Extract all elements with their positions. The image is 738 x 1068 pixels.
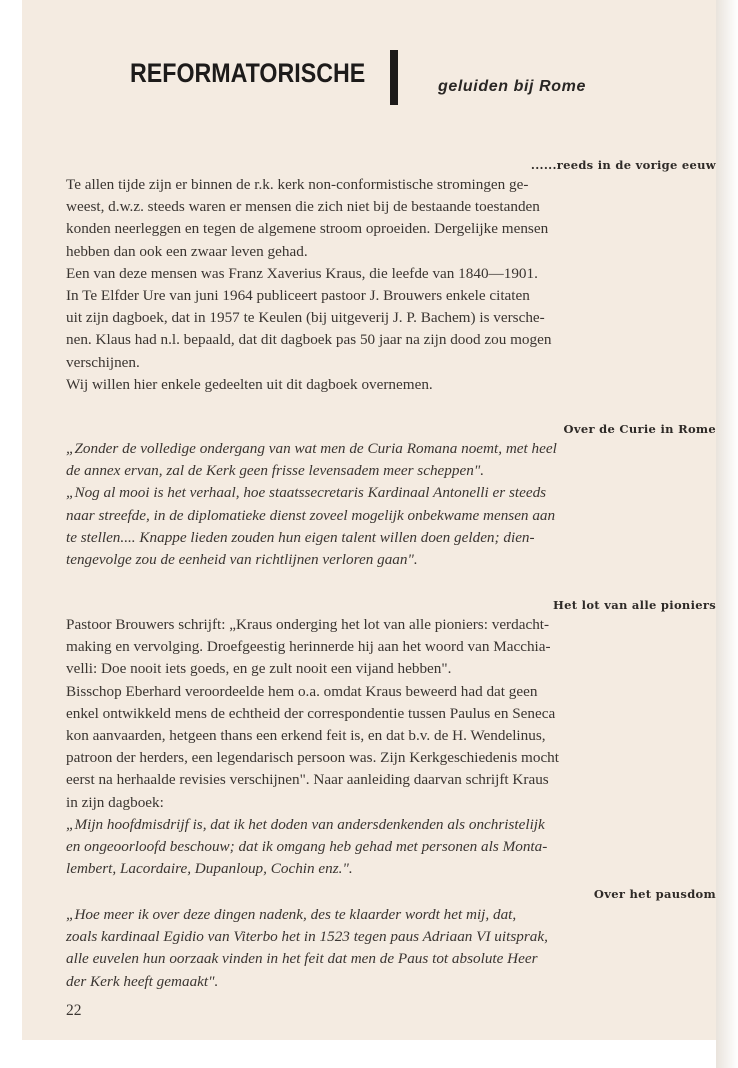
page-edge-shadow bbox=[716, 0, 738, 1068]
page-number: 22 bbox=[66, 1002, 82, 1019]
text-line: uit zijn dagboek, dat in 1957 te Keulen (bij uitgeverij J. P. Bachem) is versche- bbox=[66, 309, 545, 327]
text-line: konden neerleggen en tegen de algemene stroom oproeiden. Dergelijke mensen bbox=[66, 220, 549, 238]
text-line: tengevolge zou de eenheid van richtlijnen verloren gaan". bbox=[66, 551, 418, 569]
text-line: en ongeoorloofd beschouw; dat ik omgang heb gehad met personen als Monta- bbox=[66, 838, 548, 856]
text-line: „Mijn hoofdmisdrijf is, dat ik het doden van andersdenkenden als onchristelijk bbox=[66, 816, 545, 833]
text-line: alle euvelen hun oorzaak vinden in het feit dat men de Paus tot absolute Heer bbox=[66, 950, 538, 968]
text-line: Te allen tijde zijn er binnen de r.k. kerk non-conformistische stromingen ge- bbox=[66, 176, 529, 193]
text-line: te stellen.... Knappe lieden zouden hun eigen talent willen doen gelden; dien- bbox=[66, 528, 535, 546]
text-line: de annex ervan, zal de Kerk geen frisse levensadem meer scheppen". bbox=[66, 462, 484, 480]
text-line: „Hoe meer ik over deze dingen nadenk, des te klaarder wordt het mij, dat, bbox=[66, 906, 517, 923]
section-heading-intro: ......reeds in de vorige eeuw bbox=[530, 158, 716, 172]
section-heading-pausdom: Over het pausdom bbox=[593, 887, 716, 901]
curie-quote bbox=[66, 438, 696, 571]
text-line: naar streefde, in de diplomatieke dienst zoveel mogelijk onbekwame mensen aan bbox=[66, 506, 556, 524]
text-line: der Kerk heeft gemaakt". bbox=[66, 972, 219, 990]
text-line: patroon der herders, een legendarisch persoon was. Zijn Kerkgeschiedenis mocht bbox=[66, 749, 560, 767]
text-line: weest, d.w.z. steeds waren er mensen die zich niet bij de bestaande toestanden bbox=[66, 198, 540, 216]
pausdom-quote bbox=[66, 904, 696, 993]
text-line: making en vervolging. Droefgeestig herinnerde hij aan het woord van Macchia- bbox=[66, 638, 551, 656]
text-line: Een van deze mensen was Franz Xaverius Kraus, die leefde van 1840—1901. bbox=[66, 264, 538, 282]
text-line: nen. Klaus had n.l. bepaald, dat dit dagboek pas 50 jaar na zijn dood zou mogen bbox=[66, 331, 552, 349]
text-line: hebben dan ook een zwaar leven gehad. bbox=[66, 242, 308, 260]
page-subtitle: geluiden bij Rome bbox=[438, 78, 586, 95]
pioniers-paragraph bbox=[66, 614, 696, 814]
text-line: eerst na herhaalde revisies verschijnen". Naar aanleiding daarvan schrijft Kraus bbox=[66, 771, 549, 789]
text-line: Bisschop Eberhard veroordeelde hem o.a. omdat Kraus beweerd had dat geen bbox=[66, 682, 538, 700]
text-line: verschijnen. bbox=[66, 353, 140, 371]
text-line: „Nog al mooi is het verhaal, hoe staatssecretaris Kardinaal Antonelli er steeds bbox=[66, 484, 547, 502]
text-line: „Zonder de volledige ondergang van wat men de Curia Romana noemt, met heel bbox=[66, 440, 557, 457]
pioniers-quote bbox=[66, 814, 696, 881]
section-heading-curie: Over de Curie in Rome bbox=[563, 422, 716, 436]
page-title: REFORMATORISCHE bbox=[130, 58, 366, 88]
title-divider-bar bbox=[390, 50, 398, 105]
text-line: zoals kardinaal Egidio van Viterbo het in 1523 tegen paus Adriaan VI uitsprak, bbox=[66, 928, 548, 946]
text-line: Pastoor Brouwers schrijft: „Kraus onderging het lot van alle pioniers: verdacht- bbox=[66, 616, 550, 633]
text-line: velli: Doe nooit iets goeds, en ge zult nooit een vijand hebben". bbox=[66, 660, 452, 678]
text-line: In Te Elfder Ure van juni 1964 publiceert pastoor J. Brouwers enkele citaten bbox=[66, 287, 530, 305]
text-line: lembert, Lacordaire, Dupanloup, Cochin enz.". bbox=[66, 860, 353, 878]
intro-paragraph bbox=[66, 174, 696, 396]
text-line: Wij willen hier enkele gedeelten uit dit dagboek overnemen. bbox=[66, 375, 433, 393]
text-line: kon aanvaarden, hetgeen thans een erkend feit is, en dat b.v. de H. Wendelinus, bbox=[66, 727, 546, 745]
section-heading-pioniers: Het lot van alle pioniers bbox=[552, 598, 716, 612]
text-line: in zijn dagboek: bbox=[66, 793, 164, 811]
text-line: enkel ontwikkeld mens de echtheid der correspondentie tussen Paulus en Seneca bbox=[66, 704, 556, 722]
